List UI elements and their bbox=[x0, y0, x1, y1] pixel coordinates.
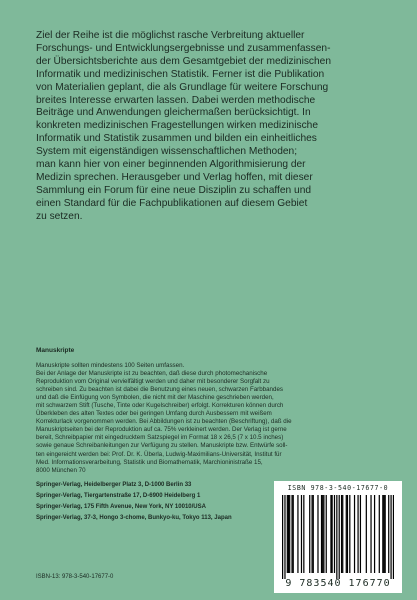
barcode-bar bbox=[370, 495, 371, 573]
manuscripts-line: Manuskriptseiten bei der Reproduktion auf ca. 75% verkleinert werden. Der Verlag ist gerne bbox=[36, 426, 287, 434]
barcode-bar bbox=[388, 495, 389, 573]
barcode-icon bbox=[282, 495, 394, 579]
manuscripts-line: Manuskripte sollten mindestens 100 Seiten umfassen. bbox=[36, 362, 185, 369]
barcode-bar bbox=[323, 495, 324, 573]
manuscripts-heading: Manuskripte bbox=[36, 347, 75, 354]
publisher-address-line: Springer-Verlag, 175 Fifth Avenue, New York, NY 10010/USA bbox=[36, 503, 206, 510]
publisher-address-line: Springer-Verlag, Heidelberger Platz 3, D-1000 Berlin 33 bbox=[36, 482, 192, 488]
barcode-digits: 9 783540 176770 bbox=[285, 578, 391, 589]
barcode-bar bbox=[303, 495, 304, 573]
barcode-bar bbox=[379, 495, 380, 573]
barcode-bar bbox=[383, 495, 384, 573]
manuscripts-line: Bei der Anlage der Manuskripte ist zu beachten, daß diese durch photomechanische bbox=[36, 370, 268, 378]
description-line: Ziel der Reihe ist die möglichst rasche Verbreitung aktueller bbox=[36, 30, 305, 41]
description-line: System mit eigenständigen wissenschaftlichen Methoden; bbox=[36, 146, 298, 158]
barcode-bar bbox=[332, 495, 333, 573]
barcode-bar bbox=[321, 495, 322, 573]
manuscripts-line: bereit, Schreibpapier mit eingedrucktem Satzspiegel im Format 18 x 26,5 (7 x 10.5 inches) bbox=[36, 434, 284, 442]
barcode-bar bbox=[297, 495, 298, 573]
barcode-bar bbox=[317, 495, 318, 573]
barcode-bar bbox=[288, 495, 289, 573]
barcode-bar bbox=[311, 495, 312, 573]
barcode-bar bbox=[347, 495, 348, 573]
barcode-bar bbox=[313, 495, 314, 573]
barcode-isbn-text: ISBN 978-3-540-17677-0 bbox=[287, 484, 389, 492]
manuscripts-line: Überkleben des alten Textes oder bei geringen Umfang durch Ausbessern mit weißem bbox=[36, 410, 272, 418]
barcode-bar bbox=[339, 495, 340, 579]
barcode-bar bbox=[357, 495, 358, 573]
description-line: man kann hier von einer beginnenden Algorithmisierung der bbox=[36, 159, 306, 171]
barcode-bar bbox=[385, 495, 386, 573]
barcode-bar bbox=[336, 495, 337, 579]
manuscripts-line: schreiben sind. Zu beachten ist dabei die Benutzung eines neuen, schwarzen Farbbandes bbox=[36, 386, 283, 394]
barcode-bar bbox=[390, 495, 391, 579]
manuscripts-line: Korrekturlack vorgenommen werden. Bei Abbildungen ist zu beachten (Beschriftung), daß die bbox=[36, 418, 292, 426]
manuscripts-line: Med. Informationsverarbeitung, Statistik und Biomathematik, Marchioninistraße 15, bbox=[36, 458, 263, 466]
description-line: Medizin sprechen. Herausgeber und Verlag hoffen, mit dieser bbox=[36, 171, 313, 183]
publisher-address-line: Springer-Verlag, Tiergartenstraße 17, D-6900 Heidelberg 1 bbox=[36, 492, 201, 499]
isbn-footer: ISBN-13: 978-3-540-17677-0 bbox=[36, 574, 114, 580]
manuscripts-line: 8000 München 70 bbox=[36, 466, 86, 474]
description-line: von Materialien geplant, die als Grundlage für weitere Forschung bbox=[36, 81, 329, 93]
barcode-bar bbox=[374, 495, 375, 573]
manuscripts-line: und daß die Einfügung von Symbolen, die nicht mit der Maschine geschrieben werden, bbox=[36, 394, 274, 402]
barcode-bar bbox=[293, 495, 294, 573]
barcode-bar bbox=[289, 495, 290, 573]
barcode-bar bbox=[342, 495, 343, 573]
publisher-address-line: Springer-Verlag, 37-3, Hongo 3-chome, Bunkyo-ku, Tokyo 113, Japan bbox=[36, 514, 232, 521]
barcode-bar bbox=[326, 495, 327, 573]
publisher-addresses bbox=[36, 480, 232, 524]
description-line: zu setzen. bbox=[36, 210, 83, 222]
description-line: konkreten medizinischen Fragestellungen wirken medizinische bbox=[36, 120, 318, 132]
description-line: der Übersichtsberichte aus dem Gesamtgebiet der medizinischen bbox=[36, 55, 332, 67]
description-line: Forschungs- und Entwicklungsergebnisse und zusammenfassen- bbox=[36, 42, 331, 54]
barcode-bar bbox=[382, 495, 383, 573]
description-line: Beiträge und Anwendungen gleichermaßen berücksichtigt. In bbox=[36, 107, 311, 119]
barcode-bar bbox=[284, 495, 285, 579]
barcode-bar bbox=[393, 495, 394, 579]
barcode-bar bbox=[330, 495, 331, 573]
manuscripts-line: mit schwarzem Stift (Tusche, Tinte oder Kugelschreiber) erfolgt. Korrekturen können durch bbox=[36, 402, 284, 410]
barcode-bar bbox=[360, 495, 361, 573]
barcode-bar bbox=[301, 495, 302, 573]
barcode-bar bbox=[334, 495, 335, 573]
barcode-bar bbox=[287, 495, 288, 573]
barcode-bar bbox=[282, 495, 283, 579]
barcode-bar bbox=[309, 495, 310, 573]
manuscripts-guidelines bbox=[36, 362, 406, 475]
manuscripts-line: sowie genaue Schreibanleitungen zur Verfügung zu stellen. Manuskripte bzw. Entwürfe soll- bbox=[36, 442, 288, 450]
manuscripts-line: Reproduktion vom Original vervielfältigt werden und daher mit besonderer Sorgfalt zu bbox=[36, 378, 270, 386]
barcode-bar bbox=[322, 495, 323, 573]
barcode-label bbox=[274, 481, 402, 593]
description-line: Informatik und Statistik zusammen und bilden ein einheitliches bbox=[36, 133, 317, 145]
description-line: einen Standard für die Fachpublikationen auf diesem Gebiet bbox=[36, 197, 308, 209]
barcode-bar bbox=[354, 495, 355, 573]
barcode-bar bbox=[346, 495, 347, 573]
description-line: Informatik und medizinischen Statistik. Ferner ist die Publikation bbox=[36, 68, 325, 80]
description-line: breites Interesse erwarten lassen. Dabei werden methodische bbox=[36, 94, 316, 106]
barcode-bar bbox=[341, 495, 342, 573]
series-description bbox=[36, 30, 401, 224]
description-line: Sammlung ein Forum für eine neue Disziplin zu schaffen und bbox=[36, 184, 312, 196]
manuscripts-line: ten eingereicht werden bei: Prof. Dr. K. Überla, Ludwig-Maximilians-Universität, Institut für bbox=[36, 450, 282, 458]
barcode-bar bbox=[291, 495, 292, 573]
barcode-bar bbox=[349, 495, 350, 573]
barcode-bar bbox=[366, 495, 367, 573]
